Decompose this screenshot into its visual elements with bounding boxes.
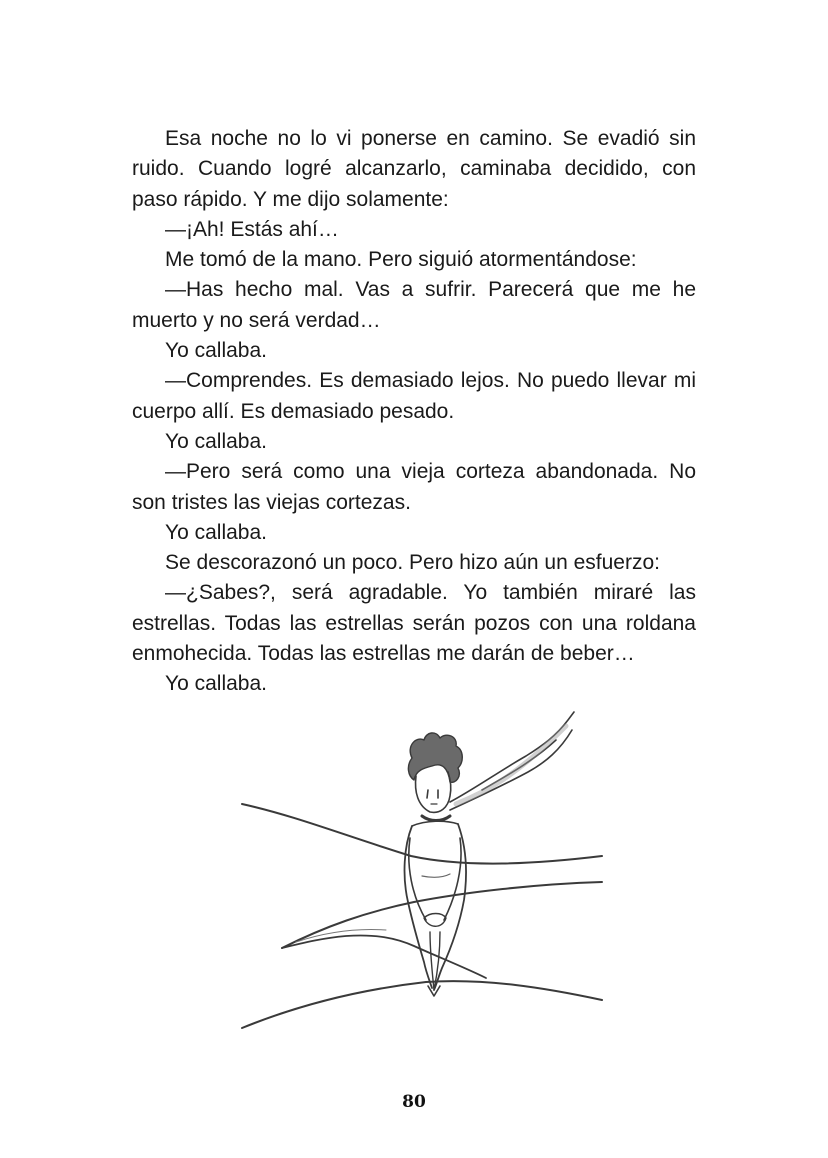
arms — [409, 838, 461, 920]
body-text — [132, 124, 696, 700]
paragraph: Esa noche no lo vi ponerse en camino. Se evadió sin ruido. Cuando logré alcanzarlo, caminaba decidido, con paso rápido. Y me dijo solamente: — [132, 127, 696, 211]
paragraph: —Pero será como una vieja corteza abandonada. No son tristes las viejas cortezas. — [132, 460, 696, 514]
dune-line-bottom — [242, 981, 602, 1028]
face — [416, 772, 451, 812]
hair — [408, 733, 462, 782]
little-prince-illustration — [236, 706, 608, 1038]
paragraph: Se descorazonó un poco. Pero hizo aún un esfuerzo: — [165, 551, 660, 575]
paragraph: Yo callaba. — [165, 520, 267, 544]
dune-line-top — [242, 804, 602, 864]
paragraph: —¡Ah! Estás ahí… — [165, 217, 339, 241]
paragraph: —Has hecho mal. Vas a sufrir. Parecerá que me he muerto y no será verdad… — [132, 278, 696, 332]
paragraph: Yo callaba. — [165, 672, 267, 696]
paragraph: —¿Sabes?, será agradable. Yo también miraré las estrellas. Todas las estrellas serán pozos con una roldana enmohecida. Todas las estrellas me darán de beber… — [132, 581, 696, 666]
paragraph: Yo callaba. — [165, 339, 267, 363]
page-number: 80 — [402, 1092, 426, 1112]
paragraph: Yo callaba. — [165, 429, 267, 453]
hands — [424, 914, 446, 927]
dune-line-lower-left — [282, 935, 486, 978]
paragraph: Me tomó de la mano. Pero siguió atormentándose: — [165, 248, 637, 272]
collar — [422, 816, 450, 821]
paragraph: —Comprendes. Es demasiado lejos. No puedo llevar mi cuerpo allí. Es demasiado pesado. — [132, 369, 696, 423]
scarf — [450, 712, 574, 810]
